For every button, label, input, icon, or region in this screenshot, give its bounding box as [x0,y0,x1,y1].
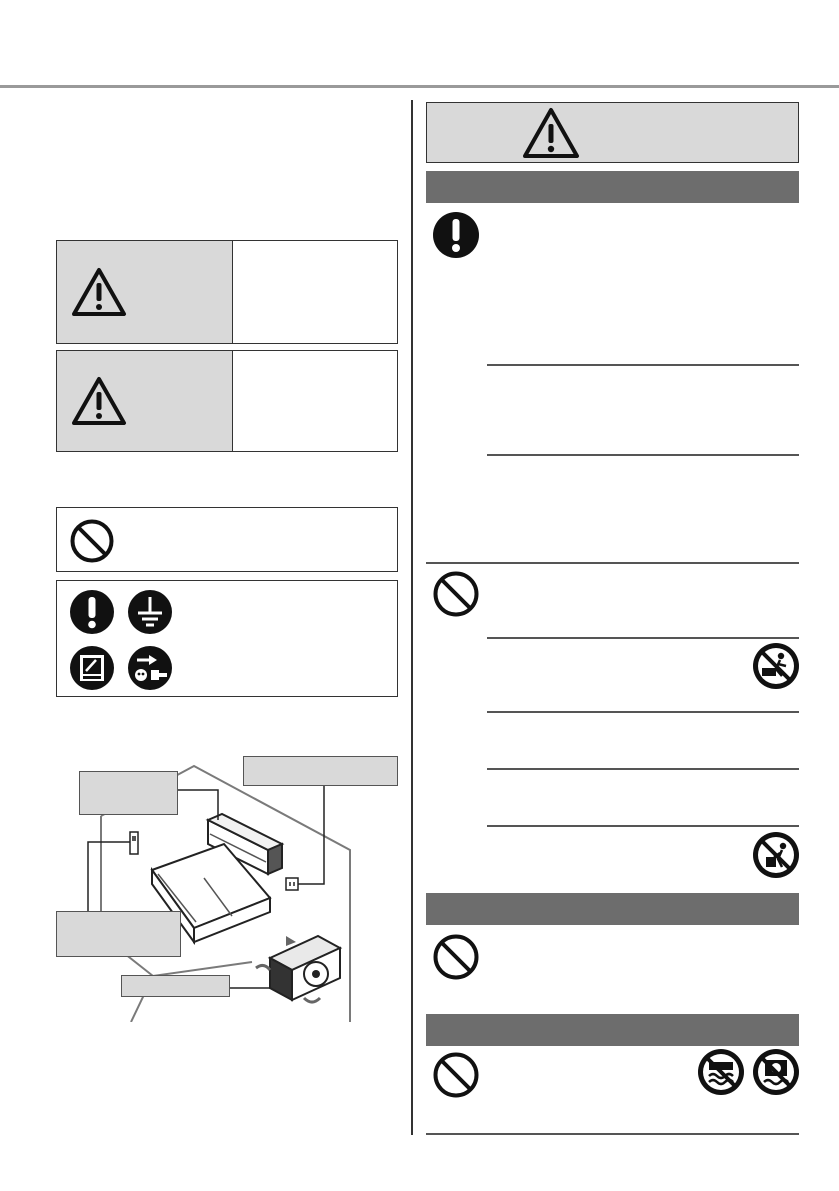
outdoor-unit-illustration [256,936,340,1002]
no-water-outdoor-icon [752,1048,800,1096]
prohibited-symbol-box [56,507,398,572]
warning-triangle-icon [522,107,580,159]
caution-level-description [233,351,397,451]
warning-level-box [56,240,398,344]
no-climbing-icon [752,642,800,690]
outdoor-unit-callout [121,975,230,997]
circuit-breaker-icon [69,645,115,691]
column-divider [411,100,413,1135]
remote-control-callout [56,911,181,957]
wall-outlet-illustration [286,878,298,890]
item-divider [487,637,799,639]
no-water-indoor-icon [697,1048,745,1096]
prohibited-icon [432,570,480,618]
item-divider [487,364,799,366]
section-header-2 [426,893,799,925]
item-divider [487,768,799,770]
prohibited-icon [432,933,480,981]
warning-banner [426,102,799,163]
group-divider [426,562,799,564]
no-pushing-icon [752,831,800,879]
header-rule [0,85,839,88]
mandatory-symbols-box [56,580,398,697]
mandatory-exclamation-icon [432,211,480,259]
power-outlet-callout [243,756,398,786]
item-divider [487,454,799,456]
page-bottom-rule [426,1133,799,1135]
prohibited-icon [432,1051,480,1099]
section-header-1 [426,171,799,203]
unplug-icon [127,645,173,691]
earth-ground-icon [127,589,173,635]
warning-level-description [233,241,397,343]
indoor-unit-callout [79,771,178,815]
mandatory-exclamation-icon [69,589,115,635]
warning-triangle-icon [71,376,127,426]
remote-controller-illustration [130,832,138,854]
item-divider [487,711,799,713]
warning-triangle-icon [71,267,127,317]
section-header-3 [426,1014,799,1046]
item-divider [487,825,799,827]
caution-level-box [56,350,398,452]
prohibited-icon [69,518,115,564]
